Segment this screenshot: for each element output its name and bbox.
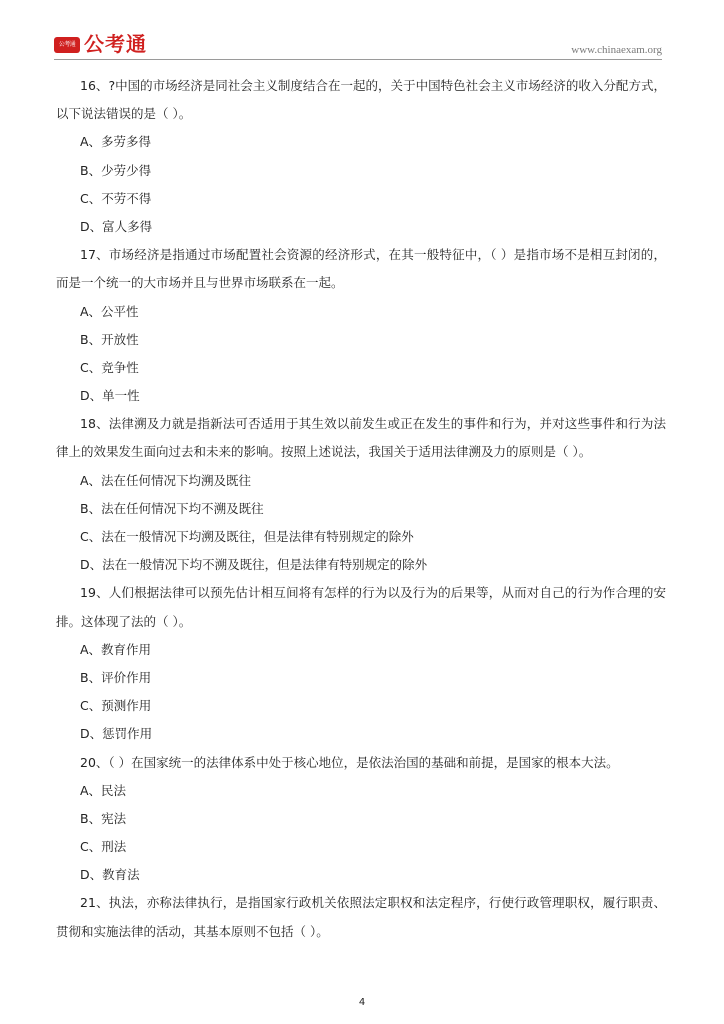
option-c: C、预测作用 bbox=[80, 698, 152, 714]
option-a: A、公平性 bbox=[80, 303, 139, 319]
question-21 bbox=[56, 889, 666, 945]
question-stem-line: 律上的效果发生面向过去和未来的影响。按照上述说法，我国关于适用法律溯及力的原则是（ ）。 bbox=[56, 444, 592, 460]
option-a: A、法在任何情况下均溯及既往 bbox=[80, 472, 252, 488]
option-d: D、惩罚作用 bbox=[80, 726, 153, 742]
question-stem-line: 以下说法错误的是（ ）。 bbox=[56, 106, 192, 122]
option-b: B、法在任何情况下均不溯及既往 bbox=[80, 500, 264, 516]
option-d: D、单一性 bbox=[80, 388, 140, 404]
option-c: C、刑法 bbox=[80, 839, 127, 855]
option-c: C、法在一般情况下均溯及既往，但是法律有特别规定的除外 bbox=[80, 529, 414, 544]
logo-text: 公考通 bbox=[84, 32, 147, 56]
question-stem-line: 贯彻和实施法律的活动，其基本原则不包括（ ）。 bbox=[56, 923, 329, 939]
option-d: D、富人多得 bbox=[80, 218, 153, 234]
question-stem-line: 排。这体现了法的（ ）。 bbox=[56, 613, 192, 629]
question-stem-line: 而是一个统一的大市场并且与世界市场联系在一起。 bbox=[56, 275, 344, 291]
option-c: C、不劳不得 bbox=[80, 190, 152, 206]
header-divider bbox=[54, 59, 662, 60]
option-b: B、开放性 bbox=[80, 331, 139, 347]
option-d: D、法在一般情况下均不溯及既往，但是法律有特别规定的除外 bbox=[80, 557, 428, 573]
option-c: C、竞争性 bbox=[80, 359, 139, 375]
question-list bbox=[56, 72, 666, 946]
option-b: B、宪法 bbox=[80, 810, 127, 826]
question-19 bbox=[56, 579, 666, 748]
option-a: A、教育作用 bbox=[80, 641, 152, 657]
option-d: D、教育法 bbox=[80, 867, 140, 883]
logo-icon: 公考通 bbox=[54, 37, 80, 53]
question-stem-line: 21、执法，亦称法律执行，是指国家行政机关依照法定职权和法定程序，行使行政管理职权，履行职责、 bbox=[80, 895, 666, 911]
question-stem-line: 19、人们根据法律可以预先估计相互间将有怎样的行为以及行为的后果等，从而对自己的行为作合理的安 bbox=[80, 585, 666, 601]
question-stem-line: 16、?中国的市场经济是同社会主义制度结合在一起的，关于中国特色社会主义市场经济的收入分配方式， bbox=[80, 78, 666, 93]
question-17 bbox=[56, 241, 666, 410]
page-number: 4 bbox=[358, 997, 366, 1008]
page-header bbox=[0, 0, 724, 62]
question-stem-line: 18、法律溯及力就是指新法可否适用于其生效以前发生或正在发生的事件和行为，并对这些事件和行为法 bbox=[80, 416, 666, 432]
option-a: A、多劳多得 bbox=[80, 134, 152, 150]
question-16 bbox=[56, 72, 666, 241]
question-20 bbox=[56, 749, 666, 890]
question-18 bbox=[56, 410, 666, 579]
site-url: www.chinaexam.org bbox=[571, 44, 662, 56]
question-stem-line: 20、（ ）在国家统一的法律体系中处于核心地位，是依法治国的基础和前提，是国家的根本大法。 bbox=[80, 754, 619, 770]
question-stem-line: 17、市场经济是指通过市场配置社会资源的经济形式，在其一般特征中，（ ）是指市场不是相互封闭的， bbox=[80, 247, 666, 263]
option-a: A、民法 bbox=[80, 782, 127, 798]
option-b: B、评价作用 bbox=[80, 669, 152, 685]
option-b: B、少劳少得 bbox=[80, 162, 152, 178]
